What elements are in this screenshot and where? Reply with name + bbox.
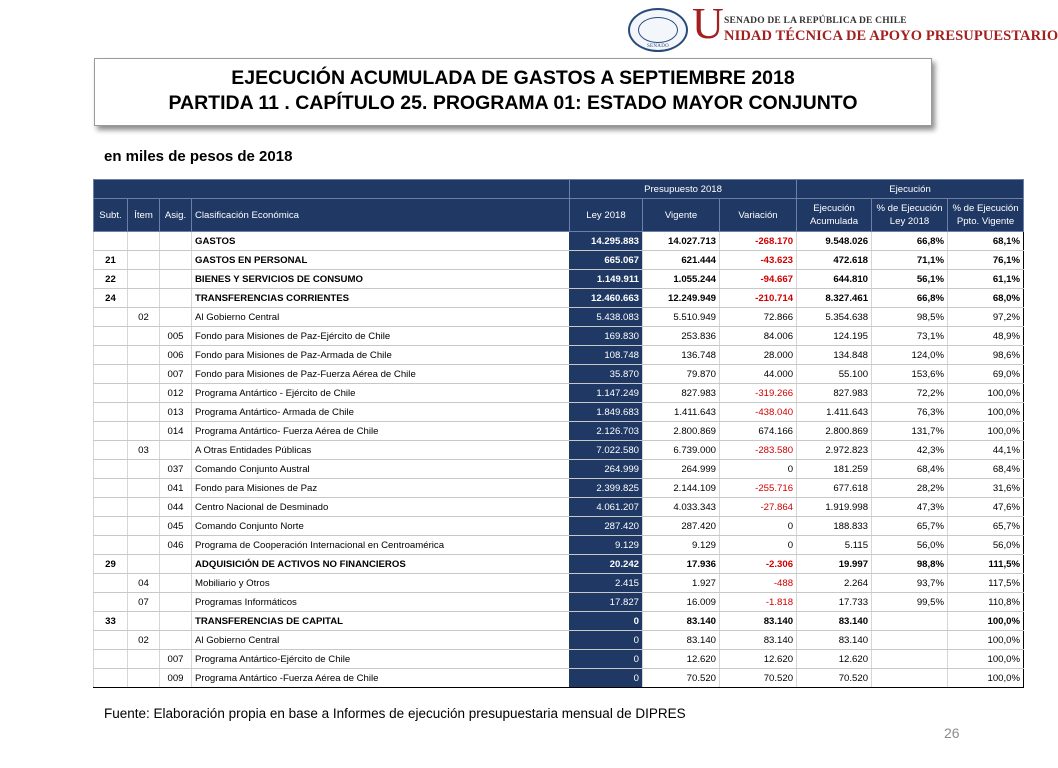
table-row <box>94 251 1024 270</box>
cell-variacion: 12.620 <box>720 650 797 669</box>
table-row <box>94 232 1024 251</box>
units-caption: en miles de pesos de 2018 <box>104 148 293 165</box>
seal-inner-ring <box>638 17 678 43</box>
table-header <box>94 180 1024 232</box>
cell-item <box>128 498 160 517</box>
cell-ejec-acum: 9.548.026 <box>797 232 872 251</box>
cell-ejec-acum: 2.972.823 <box>797 441 872 460</box>
senate-seal-icon <box>628 8 688 52</box>
cell-ejec-acum: 644.810 <box>797 270 872 289</box>
cell-asig: 045 <box>160 517 192 536</box>
cell-item <box>128 270 160 289</box>
cell-pct-ppto: 100,0% <box>948 650 1024 669</box>
cell-pct-ley: 98,5% <box>872 308 948 327</box>
col-header-pct-ley: % de Ejecución Ley 2018 <box>872 199 948 232</box>
table-row <box>94 422 1024 441</box>
cell-clasif: TRANSFERENCIAS DE CAPITAL <box>192 612 570 631</box>
cell-variacion: -438.040 <box>720 403 797 422</box>
cell-variacion: -43.623 <box>720 251 797 270</box>
cell-item <box>128 669 160 688</box>
cell-vigente: 83.140 <box>643 631 720 650</box>
cell-pct-ley: 42,3% <box>872 441 948 460</box>
cell-clasif: Fondo para Misiones de Paz-Ejército de Chile <box>192 327 570 346</box>
cell-pct-ppto: 117,5% <box>948 574 1024 593</box>
cell-ley: 264.999 <box>570 460 643 479</box>
cell-pct-ley: 131,7% <box>872 422 948 441</box>
cell-item <box>128 232 160 251</box>
cell-subt <box>94 308 128 327</box>
cell-ejec-acum: 827.983 <box>797 384 872 403</box>
cell-subt <box>94 346 128 365</box>
table-row <box>94 612 1024 631</box>
cell-item <box>128 384 160 403</box>
cell-subt <box>94 498 128 517</box>
cell-asig: 014 <box>160 422 192 441</box>
cell-pct-ppto: 31,6% <box>948 479 1024 498</box>
logo-bottom-line: NIDAD TÉCNICA DE APOYO PRESUPUESTARIO <box>724 28 1058 44</box>
cell-variacion: -2.306 <box>720 555 797 574</box>
cell-ejec-acum: 83.140 <box>797 631 872 650</box>
cell-ejec-acum: 2.264 <box>797 574 872 593</box>
cell-pct-ley: 65,7% <box>872 517 948 536</box>
cell-variacion: 83.140 <box>720 631 797 650</box>
cell-pct-ppto: 61,1% <box>948 270 1024 289</box>
seal-text: SENADO <box>646 44 670 49</box>
table-row <box>94 365 1024 384</box>
cell-vigente: 5.510.949 <box>643 308 720 327</box>
title-box <box>94 58 932 126</box>
cell-variacion: 44.000 <box>720 365 797 384</box>
cell-vigente: 253.836 <box>643 327 720 346</box>
cell-clasif: Fondo para Misiones de Paz-Armada de Chile <box>192 346 570 365</box>
cell-item <box>128 327 160 346</box>
cell-vigente: 9.129 <box>643 536 720 555</box>
cell-ejec-acum: 5.354.638 <box>797 308 872 327</box>
cell-pct-ppto: 68,1% <box>948 232 1024 251</box>
cell-asig: 006 <box>160 346 192 365</box>
cell-pct-ley: 66,8% <box>872 289 948 308</box>
cell-ejec-acum: 12.620 <box>797 650 872 669</box>
page-title: EJECUCIÓN ACUMULADA DE GASTOS A SEPTIEMBRE 2018 <box>231 67 795 89</box>
table-row <box>94 403 1024 422</box>
table-row <box>94 650 1024 669</box>
cell-pct-ppto: 111,5% <box>948 555 1024 574</box>
cell-pct-ley: 124,0% <box>872 346 948 365</box>
cell-asig <box>160 251 192 270</box>
cell-subt <box>94 441 128 460</box>
cell-ejec-acum: 83.140 <box>797 612 872 631</box>
cell-clasif: Programas Informáticos <box>192 593 570 612</box>
cell-variacion: 0 <box>720 517 797 536</box>
cell-subt: 29 <box>94 555 128 574</box>
cell-vigente: 1.055.244 <box>643 270 720 289</box>
cell-vigente: 2.800.869 <box>643 422 720 441</box>
cell-ley: 17.827 <box>570 593 643 612</box>
cell-subt <box>94 479 128 498</box>
cell-pct-ppto: 65,7% <box>948 517 1024 536</box>
cell-asig <box>160 631 192 650</box>
cell-subt <box>94 593 128 612</box>
cell-clasif: Al Gobierno Central <box>192 308 570 327</box>
cell-item <box>128 289 160 308</box>
cell-ley: 20.242 <box>570 555 643 574</box>
cell-ley: 0 <box>570 631 643 650</box>
cell-pct-ppto: 100,0% <box>948 631 1024 650</box>
cell-variacion: -27.864 <box>720 498 797 517</box>
col-header-clasif: Clasificación Económica <box>192 199 570 232</box>
cell-item <box>128 365 160 384</box>
cell-ley: 2.126.703 <box>570 422 643 441</box>
group-header-ejecucion: Ejecución <box>797 180 1024 199</box>
cell-pct-ppto: 48,9% <box>948 327 1024 346</box>
cell-variacion: 0 <box>720 536 797 555</box>
source-note: Fuente: Elaboración propia en base a Informes de ejecución presupuestaria mensual de DIPRES <box>104 706 686 721</box>
cell-ejec-acum: 70.520 <box>797 669 872 688</box>
cell-pct-ley: 56,0% <box>872 536 948 555</box>
cell-ejec-acum: 19.997 <box>797 555 872 574</box>
cell-subt <box>94 460 128 479</box>
cell-asig <box>160 270 192 289</box>
table-row <box>94 289 1024 308</box>
cell-item <box>128 251 160 270</box>
cell-pct-ley: 72,2% <box>872 384 948 403</box>
cell-clasif: Fondo para Misiones de Paz <box>192 479 570 498</box>
cell-clasif: Programa Antártico - Ejército de Chile <box>192 384 570 403</box>
cell-subt <box>94 422 128 441</box>
cell-ejec-acum: 55.100 <box>797 365 872 384</box>
cell-pct-ppto: 76,1% <box>948 251 1024 270</box>
table-row <box>94 270 1024 289</box>
budget-table <box>93 179 1024 688</box>
cell-item <box>128 650 160 669</box>
header-spacer <box>94 180 570 199</box>
cell-pct-ley <box>872 669 948 688</box>
cell-ley: 2.399.825 <box>570 479 643 498</box>
cell-item: 03 <box>128 441 160 460</box>
cell-variacion: 72.866 <box>720 308 797 327</box>
cell-item: 07 <box>128 593 160 612</box>
cell-ejec-acum: 2.800.869 <box>797 422 872 441</box>
cell-vigente: 6.739.000 <box>643 441 720 460</box>
cell-clasif: Comando Conjunto Norte <box>192 517 570 536</box>
cell-ejec-acum: 5.115 <box>797 536 872 555</box>
cell-asig: 009 <box>160 669 192 688</box>
cell-clasif: Programa Antártico- Armada de Chile <box>192 403 570 422</box>
cell-variacion: -94.667 <box>720 270 797 289</box>
cell-pct-ley: 28,2% <box>872 479 948 498</box>
cell-vigente: 2.144.109 <box>643 479 720 498</box>
page-subtitle: PARTIDA 11 . CAPÍTULO 25. PROGRAMA 01: ESTADO MAYOR CONJUNTO <box>168 92 858 114</box>
cell-item <box>128 460 160 479</box>
cell-ley: 14.295.883 <box>570 232 643 251</box>
cell-item <box>128 536 160 555</box>
cell-variacion: -1.818 <box>720 593 797 612</box>
cell-subt <box>94 669 128 688</box>
cell-asig <box>160 612 192 631</box>
cell-pct-ppto: 110,8% <box>948 593 1024 612</box>
cell-clasif: Comando Conjunto Austral <box>192 460 570 479</box>
cell-asig: 005 <box>160 327 192 346</box>
cell-asig: 007 <box>160 365 192 384</box>
cell-asig: 012 <box>160 384 192 403</box>
cell-ejec-acum: 8.327.461 <box>797 289 872 308</box>
cell-clasif: Al Gobierno Central <box>192 631 570 650</box>
cell-asig: 041 <box>160 479 192 498</box>
cell-item <box>128 346 160 365</box>
cell-vigente: 136.748 <box>643 346 720 365</box>
cell-vigente: 621.444 <box>643 251 720 270</box>
table-row <box>94 479 1024 498</box>
cell-item: 02 <box>128 631 160 650</box>
cell-pct-ppto: 47,6% <box>948 498 1024 517</box>
cell-pct-ppto: 100,0% <box>948 612 1024 631</box>
cell-item: 02 <box>128 308 160 327</box>
cell-item: 04 <box>128 574 160 593</box>
col-header-asig: Asig. <box>160 199 192 232</box>
cell-clasif: Fondo para Misiones de Paz-Fuerza Aérea de Chile <box>192 365 570 384</box>
cell-ley: 1.849.683 <box>570 403 643 422</box>
cell-item <box>128 479 160 498</box>
group-header-presupuesto: Presupuesto 2018 <box>570 180 797 199</box>
col-header-ley: Ley 2018 <box>570 199 643 232</box>
cell-clasif: BIENES Y SERVICIOS DE CONSUMO <box>192 270 570 289</box>
cell-variacion: -319.266 <box>720 384 797 403</box>
cell-pct-ppto: 97,2% <box>948 308 1024 327</box>
cell-ejec-acum: 472.618 <box>797 251 872 270</box>
col-header-item: Ítem <box>128 199 160 232</box>
cell-vigente: 4.033.343 <box>643 498 720 517</box>
cell-ley: 1.149.911 <box>570 270 643 289</box>
logo-top-line: SENADO DE LA REPÚBLICA DE CHILE <box>724 16 907 26</box>
cell-pct-ley <box>872 650 948 669</box>
cell-pct-ley: 66,8% <box>872 232 948 251</box>
cell-ley: 287.420 <box>570 517 643 536</box>
cell-subt <box>94 403 128 422</box>
cell-subt <box>94 384 128 403</box>
cell-vigente: 264.999 <box>643 460 720 479</box>
cell-variacion: -488 <box>720 574 797 593</box>
cell-vigente: 827.983 <box>643 384 720 403</box>
cell-subt <box>94 631 128 650</box>
cell-subt <box>94 517 128 536</box>
cell-item <box>128 555 160 574</box>
cell-ejec-acum: 124.195 <box>797 327 872 346</box>
table-row <box>94 460 1024 479</box>
cell-clasif: Centro Nacional de Desminado <box>192 498 570 517</box>
cell-clasif: GASTOS EN PERSONAL <box>192 251 570 270</box>
cell-pct-ley <box>872 612 948 631</box>
cell-item <box>128 612 160 631</box>
cell-asig <box>160 441 192 460</box>
cell-item <box>128 422 160 441</box>
cell-subt: 22 <box>94 270 128 289</box>
cell-variacion: -210.714 <box>720 289 797 308</box>
cell-subt: 21 <box>94 251 128 270</box>
cell-ley: 108.748 <box>570 346 643 365</box>
cell-ley: 1.147.249 <box>570 384 643 403</box>
cell-variacion: 28.000 <box>720 346 797 365</box>
cell-asig <box>160 574 192 593</box>
cell-ejec-acum: 17.733 <box>797 593 872 612</box>
cell-asig: 044 <box>160 498 192 517</box>
cell-subt: 24 <box>94 289 128 308</box>
cell-pct-ley: 73,1% <box>872 327 948 346</box>
cell-pct-ley: 76,3% <box>872 403 948 422</box>
cell-pct-ley: 98,8% <box>872 555 948 574</box>
table-row <box>94 308 1024 327</box>
cell-vigente: 287.420 <box>643 517 720 536</box>
cell-clasif: Programa de Cooperación Internacional en Centroamérica <box>192 536 570 555</box>
cell-pct-ppto: 44,1% <box>948 441 1024 460</box>
cell-pct-ley: 68,4% <box>872 460 948 479</box>
col-header-subt: Subt. <box>94 199 128 232</box>
cell-clasif: Programa Antártico -Fuerza Aérea de Chile <box>192 669 570 688</box>
cell-ley: 665.067 <box>570 251 643 270</box>
cell-vigente: 17.936 <box>643 555 720 574</box>
table-row <box>94 574 1024 593</box>
cell-clasif: Programa Antártico-Ejército de Chile <box>192 650 570 669</box>
cell-subt <box>94 536 128 555</box>
cell-vigente: 1.927 <box>643 574 720 593</box>
col-header-vigente: Vigente <box>643 199 720 232</box>
col-header-pct-ppto: % de Ejecución Ppto. Vigente <box>948 199 1024 232</box>
cell-asig <box>160 593 192 612</box>
cell-ley: 0 <box>570 669 643 688</box>
cell-variacion: -283.580 <box>720 441 797 460</box>
cell-ley: 4.061.207 <box>570 498 643 517</box>
cell-clasif: GASTOS <box>192 232 570 251</box>
cell-clasif: Mobiliario y Otros <box>192 574 570 593</box>
cell-ley: 12.460.663 <box>570 289 643 308</box>
cell-clasif: ADQUISICIÓN DE ACTIVOS NO FINANCIEROS <box>192 555 570 574</box>
cell-ejec-acum: 677.618 <box>797 479 872 498</box>
cell-pct-ppto: 69,0% <box>948 365 1024 384</box>
cell-ley: 9.129 <box>570 536 643 555</box>
col-header-variacion: Variación <box>720 199 797 232</box>
table-row <box>94 384 1024 403</box>
table-row <box>94 517 1024 536</box>
cell-ejec-acum: 1.919.998 <box>797 498 872 517</box>
budget-table-container <box>93 179 1021 688</box>
cell-pct-ley: 56,1% <box>872 270 948 289</box>
table-body <box>94 232 1024 688</box>
cell-asig: 013 <box>160 403 192 422</box>
cell-vigente: 70.520 <box>643 669 720 688</box>
cell-pct-ppto: 98,6% <box>948 346 1024 365</box>
cell-asig <box>160 289 192 308</box>
cell-pct-ppto: 100,0% <box>948 403 1024 422</box>
cell-item <box>128 403 160 422</box>
cell-variacion: -255.716 <box>720 479 797 498</box>
cell-subt <box>94 232 128 251</box>
cell-ejec-acum: 188.833 <box>797 517 872 536</box>
cell-ley: 5.438.083 <box>570 308 643 327</box>
cell-ley: 35.870 <box>570 365 643 384</box>
cell-asig <box>160 232 192 251</box>
cell-ley: 0 <box>570 612 643 631</box>
cell-vigente: 12.249.949 <box>643 289 720 308</box>
cell-pct-ley: 99,5% <box>872 593 948 612</box>
cell-ley: 169.830 <box>570 327 643 346</box>
cell-vigente: 16.009 <box>643 593 720 612</box>
cell-vigente: 83.140 <box>643 612 720 631</box>
cell-clasif: A Otras Entidades Públicas <box>192 441 570 460</box>
table-row <box>94 555 1024 574</box>
cell-ejec-acum: 134.848 <box>797 346 872 365</box>
cell-item <box>128 517 160 536</box>
cell-variacion: 674.166 <box>720 422 797 441</box>
table-row <box>94 441 1024 460</box>
cell-ejec-acum: 181.259 <box>797 460 872 479</box>
cell-variacion: 70.520 <box>720 669 797 688</box>
table-row <box>94 536 1024 555</box>
logo-initial: U <box>692 0 724 48</box>
col-header-ejec-acum: Ejecución Acumulada <box>797 199 872 232</box>
cell-ejec-acum: 1.411.643 <box>797 403 872 422</box>
table-row <box>94 346 1024 365</box>
cell-pct-ppto: 100,0% <box>948 669 1024 688</box>
senate-logo <box>628 0 1058 54</box>
cell-asig: 007 <box>160 650 192 669</box>
cell-pct-ley <box>872 631 948 650</box>
cell-variacion: -268.170 <box>720 232 797 251</box>
cell-clasif: Programa Antártico- Fuerza Aérea de Chile <box>192 422 570 441</box>
cell-asig <box>160 308 192 327</box>
cell-pct-ppto: 100,0% <box>948 384 1024 403</box>
page-number: 26 <box>944 725 960 741</box>
cell-pct-ppto: 68,0% <box>948 289 1024 308</box>
table-row <box>94 498 1024 517</box>
cell-vigente: 14.027.713 <box>643 232 720 251</box>
cell-pct-ley: 153,6% <box>872 365 948 384</box>
table-row <box>94 593 1024 612</box>
cell-asig: 037 <box>160 460 192 479</box>
cell-variacion: 84.006 <box>720 327 797 346</box>
table-row <box>94 327 1024 346</box>
cell-pct-ley: 71,1% <box>872 251 948 270</box>
cell-asig: 046 <box>160 536 192 555</box>
cell-pct-ppto: 56,0% <box>948 536 1024 555</box>
cell-subt <box>94 365 128 384</box>
cell-ley: 2.415 <box>570 574 643 593</box>
cell-subt <box>94 574 128 593</box>
cell-pct-ppto: 100,0% <box>948 422 1024 441</box>
cell-pct-ley: 93,7% <box>872 574 948 593</box>
cell-pct-ley: 47,3% <box>872 498 948 517</box>
table-row <box>94 669 1024 688</box>
cell-vigente: 79.870 <box>643 365 720 384</box>
cell-variacion: 0 <box>720 460 797 479</box>
cell-variacion: 83.140 <box>720 612 797 631</box>
cell-ley: 7.022.580 <box>570 441 643 460</box>
cell-pct-ppto: 68,4% <box>948 460 1024 479</box>
cell-subt: 33 <box>94 612 128 631</box>
cell-subt <box>94 650 128 669</box>
cell-subt <box>94 327 128 346</box>
cell-ley: 0 <box>570 650 643 669</box>
cell-asig <box>160 555 192 574</box>
cell-vigente: 12.620 <box>643 650 720 669</box>
cell-clasif: TRANSFERENCIAS CORRIENTES <box>192 289 570 308</box>
table-row <box>94 631 1024 650</box>
cell-vigente: 1.411.643 <box>643 403 720 422</box>
